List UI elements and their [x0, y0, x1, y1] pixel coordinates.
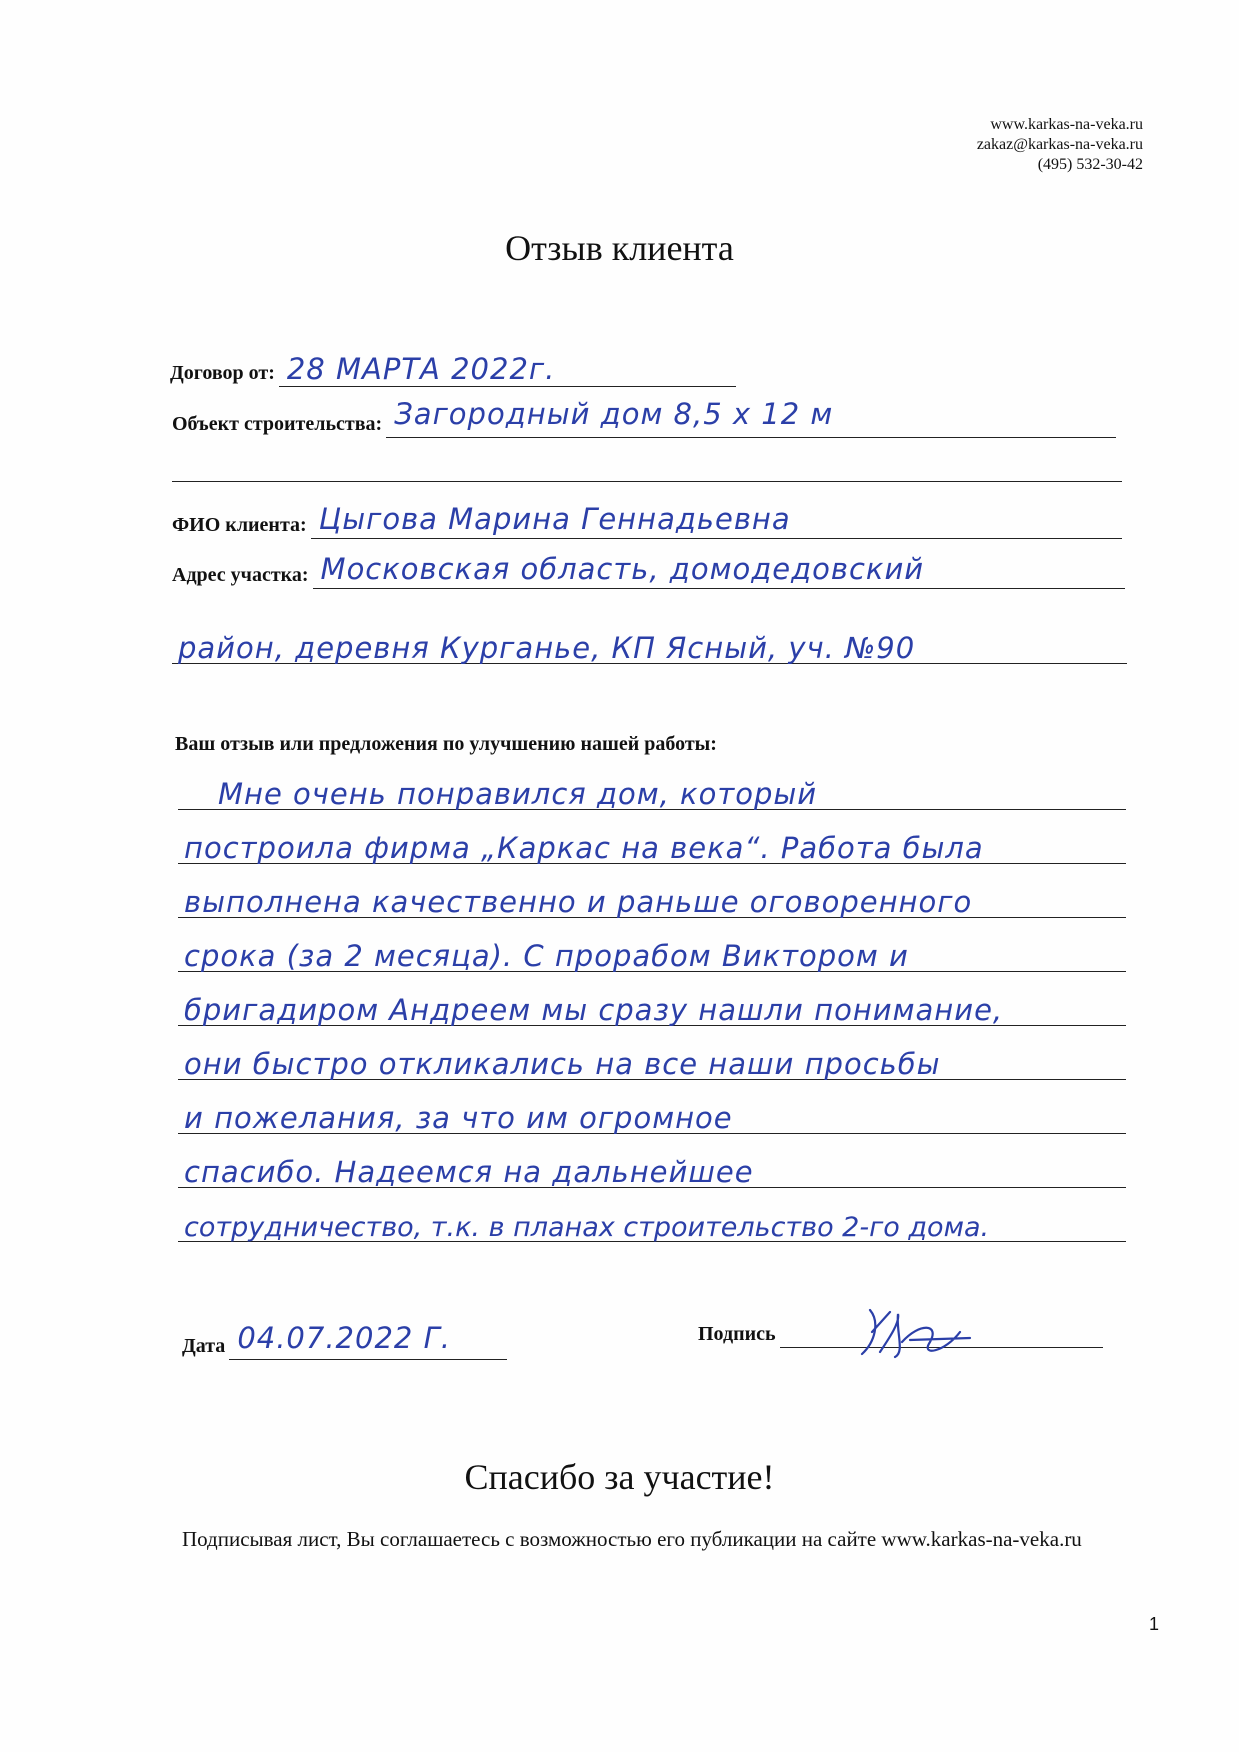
- review-text: и пожелания, за что им огромное: [184, 1101, 733, 1135]
- date-value: 04.07.2022 Г.: [237, 1321, 451, 1355]
- contract-label: Договор от:: [170, 362, 275, 384]
- review-line: [178, 1031, 1126, 1080]
- object-value: Загородный дом 8,5 х 12 м: [394, 397, 834, 431]
- object-row: [172, 397, 1116, 438]
- review-line: [178, 1139, 1126, 1188]
- review-text: они быстро откликались на все наши просьбы: [184, 1047, 941, 1081]
- review-line: [178, 923, 1126, 972]
- review-label: Ваш отзыв или предложения по улучшению нашей работы:: [175, 733, 717, 755]
- review-line: [178, 815, 1126, 864]
- email-text: zakaz@karkas-na-veka.ru: [976, 136, 1143, 153]
- review-line: [178, 1085, 1126, 1134]
- contract-value: 28 МАРТА 2022г.: [286, 352, 556, 386]
- review-text: сотрудничество, т.к. в планах строительство 2-го дома.: [184, 1212, 990, 1243]
- client-field: [311, 504, 1122, 539]
- review-line: [178, 977, 1126, 1026]
- client-row: [172, 504, 1122, 539]
- object-label: Объект строительства:: [172, 413, 383, 435]
- review-text: срока (за 2 месяца). С прорабом Виктором и: [184, 939, 909, 973]
- page-number: 1: [1148, 1614, 1159, 1634]
- thanks-heading: Спасибо за участие!: [464, 1457, 775, 1497]
- address-value-line2: район, деревня Курганье, КП Ясный, уч. №90: [178, 631, 916, 665]
- contact-block: [977, 115, 1143, 175]
- review-line: [178, 761, 1126, 810]
- date-row: [182, 1321, 507, 1360]
- address-field: [313, 554, 1125, 589]
- contract-field: [279, 352, 736, 387]
- handwritten-signature: [850, 1302, 980, 1362]
- client-value: Цыгова Марина Геннадьевна: [318, 502, 791, 536]
- review-line: [178, 1193, 1126, 1242]
- website-text: www.karkas-na-veka.ru: [990, 116, 1143, 133]
- contract-row: [170, 352, 736, 387]
- review-text: построила фирма „Каркас на века“. Работа была: [184, 831, 984, 865]
- phone-text: (495) 532-30-42: [1037, 156, 1143, 173]
- page-title: Отзыв клиента: [505, 228, 734, 268]
- date-label: Дата: [182, 1335, 226, 1357]
- address-row: [172, 554, 1125, 589]
- address-line-2: [172, 615, 1127, 664]
- signature-label: Подпись: [698, 1323, 776, 1345]
- review-line: [178, 869, 1126, 918]
- address-label: Адрес участка:: [172, 564, 309, 586]
- client-label: ФИО клиента:: [172, 514, 307, 536]
- review-text: выполнена качественно и раньше оговоренного: [184, 885, 973, 919]
- consent-text: Подписывая лист, Вы соглашаетесь с возможностью его публикации на сайте www.karkas-na-veka.ru: [182, 1527, 1082, 1551]
- date-field: [229, 1321, 507, 1360]
- object-extra-line: [172, 481, 1122, 482]
- review-text: бригадиром Андреем мы сразу нашли понимание,: [184, 993, 1004, 1027]
- address-value-line1: Московская область, домодедовский: [320, 552, 925, 586]
- review-text: спасибо. Надеемся на дальнейшее: [184, 1155, 754, 1189]
- review-text: Мне очень понравился дом, который: [218, 777, 818, 811]
- object-field: [386, 397, 1116, 438]
